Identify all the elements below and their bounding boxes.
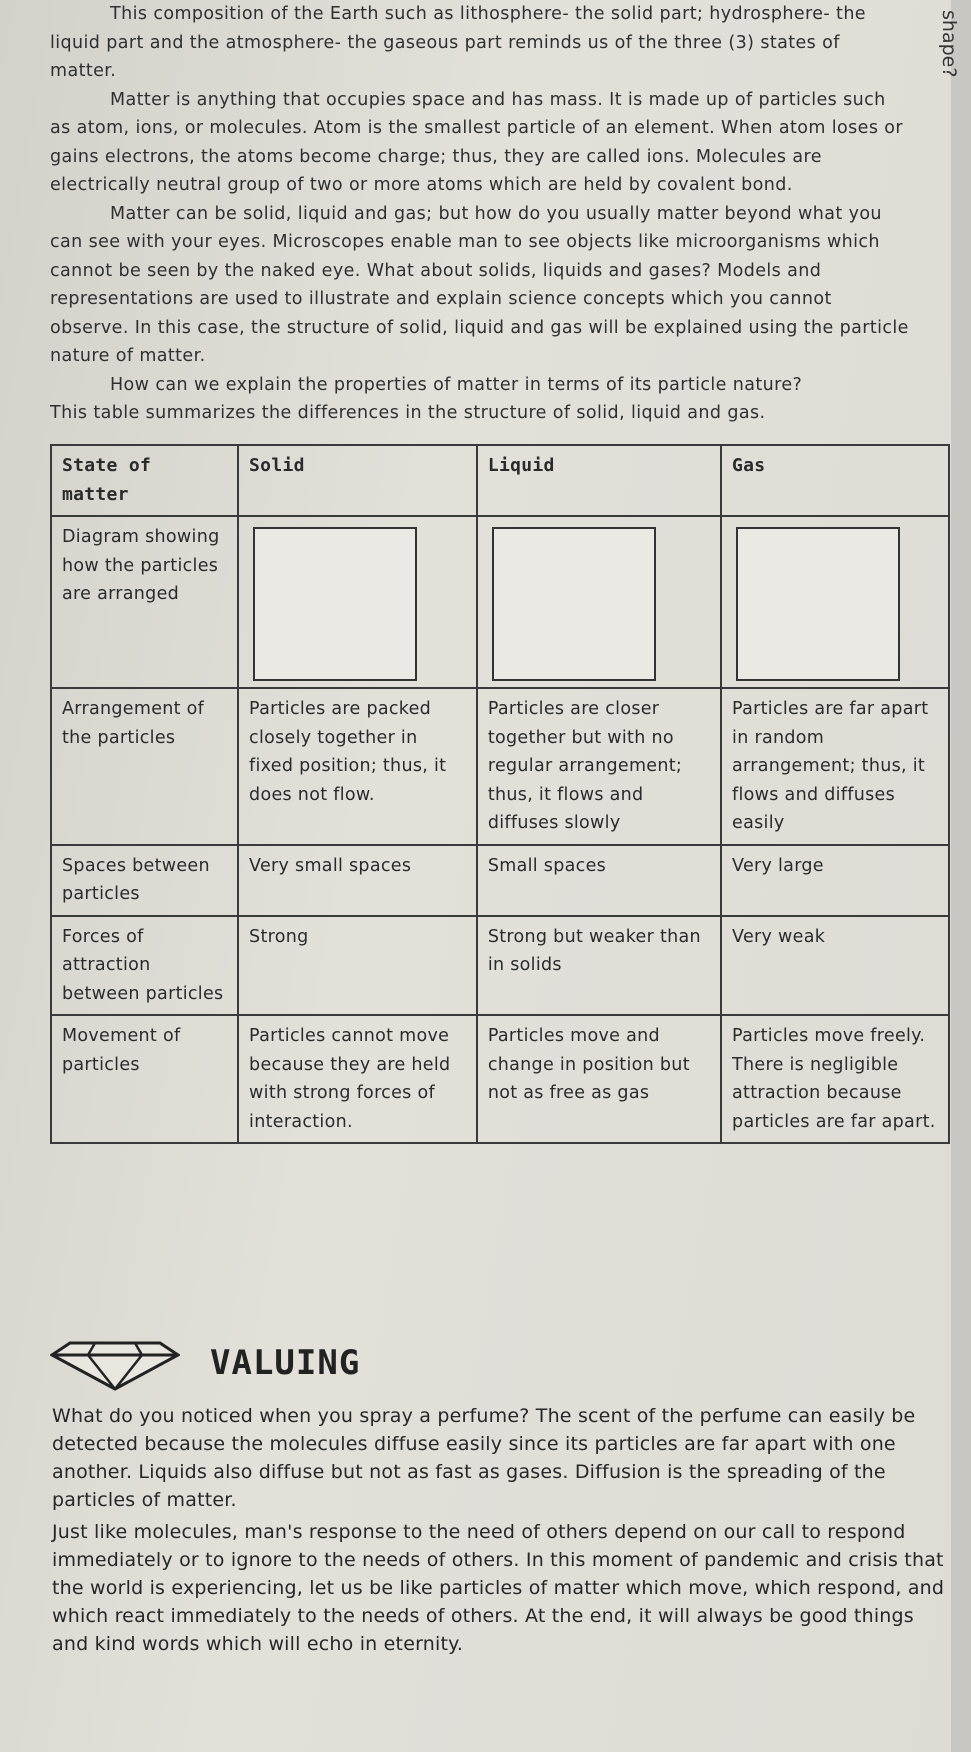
liquid-cell: Small spaces <box>477 845 721 916</box>
table-header-row <box>51 445 949 516</box>
gas-cell: Particles move freely. There is negligible attraction because particles are far apart. <box>721 1015 949 1143</box>
valuing-heading <box>50 1335 930 1405</box>
table-row-movement <box>51 1015 949 1143</box>
states-of-matter-table <box>50 444 950 1144</box>
gas-diagram-cell <box>721 516 949 688</box>
table-caption: This table summarizes the differences in the structure of solid, liquid and gas. <box>50 403 766 423</box>
liquid-cell: Particles are closer together but with no regular arrangement; thus, it flows and diffuses slowly <box>477 688 721 845</box>
solid-diagram-cell <box>238 516 477 688</box>
intro-question: How can we explain the properties of matter in terms of its particle nature? <box>110 374 803 395</box>
page-edge <box>951 0 971 1752</box>
table-row-arrangement <box>51 688 949 845</box>
gas-cell: Very weak <box>721 916 949 1016</box>
header-gas: Gas <box>721 445 949 516</box>
row-label: Forces of attraction between particles <box>51 916 238 1016</box>
intro-paragraph-3: Matter can be solid, liquid and gas; but how do you usually matter beyond what you can see with your eyes. Microscopes enable man to see objects like microorganisms which cannot be seen by the naked eye. What about solids, liquids and gases? Models and representations are used to illustrate and explain science concepts which you cannot observe. In this case, the structure of solid, liquid and gas will be explained using the particle nature of matter. <box>50 203 909 366</box>
side-note: shape? <box>938 10 960 78</box>
intro-paragraph-1: This composition of the Earth such as lithosphere- the solid part; hydrosphere- the liquid part and the atmosphere- the gaseous part reminds us of the three (3) states of matter. <box>50 4 866 81</box>
valuing-title: VALUING <box>210 1343 361 1383</box>
liquid-cell: Strong but weaker than in solids <box>477 916 721 1016</box>
table-row-forces <box>51 916 949 1016</box>
row-label: Diagram showing how the particles are arranged <box>51 516 238 688</box>
valuing-text <box>52 1402 952 1662</box>
gas-cell: Very large <box>721 845 949 916</box>
table-row-spaces <box>51 845 949 916</box>
solid-cell: Particles cannot move because they are held with strong forces of interaction. <box>238 1015 477 1143</box>
row-label: Movement of particles <box>51 1015 238 1143</box>
valuing-paragraph-1: What do you noticed when you spray a perfume? The scent of the perfume can easily be detected because the molecules diffuse easily since its particles are far apart with one another. Liquids also diffuse but not as fast as gases. Diffusion is the spreading of the particles of matter. <box>52 1405 916 1511</box>
solid-diagram-box <box>253 527 417 681</box>
header-solid: Solid <box>238 445 477 516</box>
liquid-diagram-cell <box>477 516 721 688</box>
liquid-diagram-box <box>492 527 656 681</box>
solid-cell: Strong <box>238 916 477 1016</box>
header-liquid: Liquid <box>477 445 721 516</box>
gas-cell: Particles are far apart in random arrangement; thus, it flows and diffuses easily <box>721 688 949 845</box>
diamond-icon <box>50 1341 180 1391</box>
row-label: Arrangement of the particles <box>51 688 238 845</box>
solid-cell: Very small spaces <box>238 845 477 916</box>
intro-text <box>50 0 910 428</box>
gas-diagram-box <box>736 527 900 681</box>
row-label: Spaces between particles <box>51 845 238 916</box>
valuing-paragraph-2: Just like molecules, man's response to the need of others depend on our call to respond immediately or to ignore to the needs of others. In this moment of pandemic and crisis that the world is experiencing, let us be like particles of matter which move, which respond, and which react immediately to the needs of others. At the end, it will always be good things and kind words which will echo in eternity. <box>52 1521 945 1655</box>
liquid-cell: Particles move and change in position but not as free as gas <box>477 1015 721 1143</box>
intro-paragraph-2: Matter is anything that occupies space and has mass. It is made up of particles such as atom, ions, or molecules. Atom is the smallest particle of an element. When atom loses or gains electrons, the atoms become charge; thus, they are called ions. Molecules are electrically neutral group of two or more atoms which are held by covalent bond. <box>50 89 904 195</box>
table-row-diagram <box>51 516 949 688</box>
solid-cell: Particles are packed closely together in fixed position; thus, it does not flow. <box>238 688 477 845</box>
header-state: State of matter <box>51 445 238 516</box>
